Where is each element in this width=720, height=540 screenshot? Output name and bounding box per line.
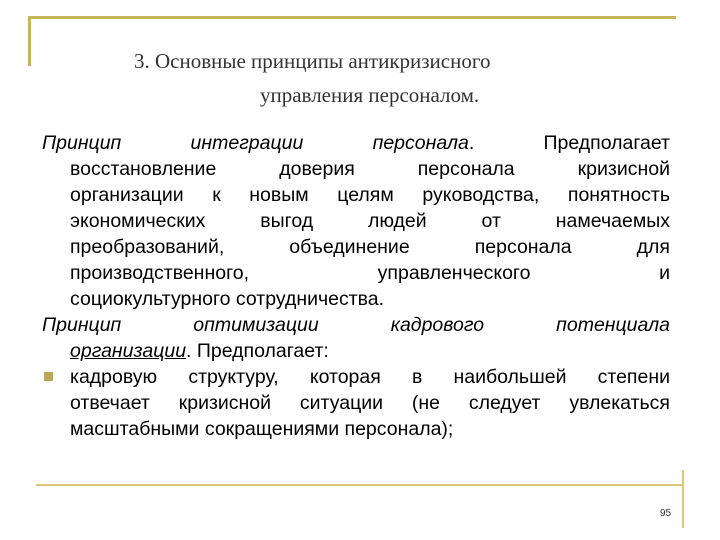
bullet-item: [42, 364, 670, 442]
principle-1-line: организации к новым целям руководства, понятность: [70, 184, 670, 206]
slide-body: [42, 130, 670, 442]
principle-1-lead: . Предполагает: [468, 132, 670, 154]
principle-2-heading: [42, 312, 670, 338]
bullet-line: отвечает кризисной ситуации (не следует увлекаться: [70, 392, 670, 414]
principle-1-line: производственного, управленческого и: [70, 262, 670, 284]
page-number: 95: [660, 508, 672, 519]
principle-1-line: экономических выгод людей от намечаемых: [70, 210, 670, 232]
title-line-2: управления персоналом.: [260, 83, 480, 107]
principle-1-line: преобразований, объединение персонала для: [70, 236, 670, 258]
principle-2-lead: . Предполагает:: [186, 340, 329, 362]
principle-1-term: Принцип интеграции персонала: [42, 132, 469, 154]
frame-top-line: [28, 16, 676, 19]
bullet-line: кадровую структуру, которая в наибольшей степени: [70, 366, 670, 388]
frame-bottom-line: [36, 484, 684, 486]
frame-left-line: [28, 16, 31, 66]
principle-1-line: восстановление доверия персонала кризисной: [70, 158, 670, 180]
principle-2-heading-cont: [70, 338, 670, 364]
principle-1-heading: [42, 130, 670, 156]
principle-2-term: Принцип оптимизации кадрового потенциала: [42, 314, 670, 336]
principle-1-line: социокультурного сотрудничества.: [70, 288, 385, 310]
title-line-1: 3. Основные принципы антикризисного: [134, 49, 491, 73]
principle-2-term-cont: организации: [70, 340, 187, 362]
slide-title: [60, 44, 700, 112]
bullet-line: масштабными сокращениями персонала);: [70, 418, 454, 440]
square-bullet-icon: [44, 372, 53, 381]
frame-right-line: [682, 470, 684, 528]
